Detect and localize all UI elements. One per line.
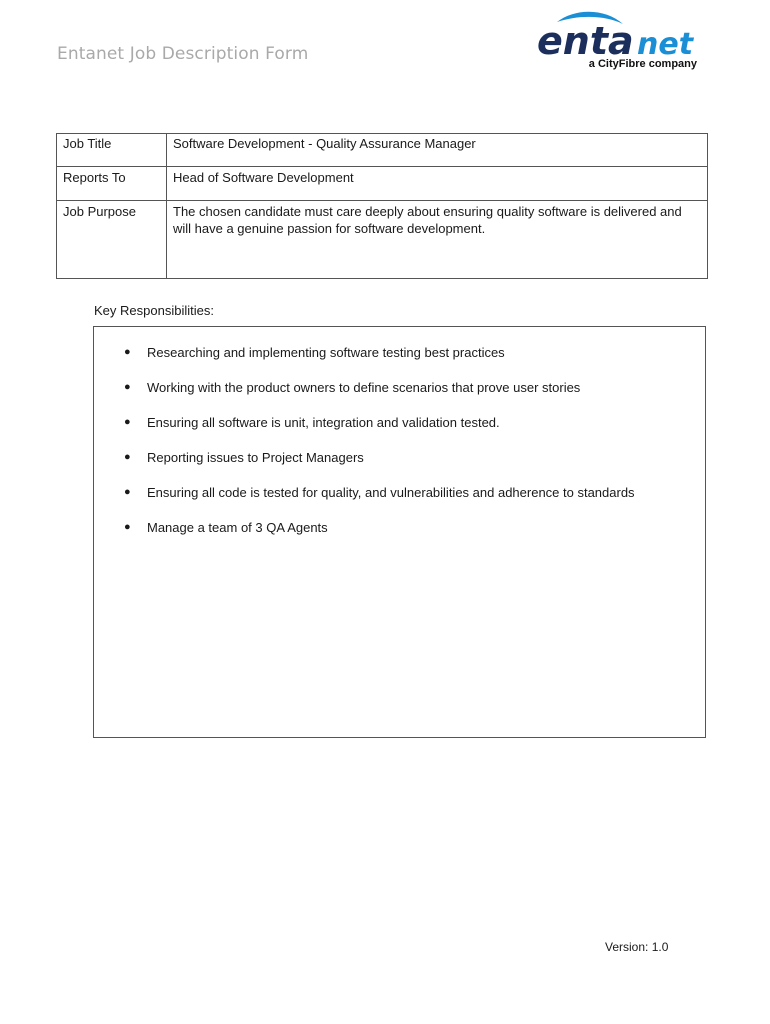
bullet-icon: ● — [124, 451, 131, 463]
logo-tagline: a CityFibre company — [588, 58, 697, 70]
job-title-value: Software Development - Quality Assurance Manager — [167, 134, 708, 167]
reports-to-row — [57, 167, 708, 201]
version-label: Version: 1.0 — [605, 940, 669, 954]
bullet-icon: ● — [124, 486, 131, 498]
list-item-text: Researching and implementing software testing best practices — [147, 345, 505, 360]
list-item-text: Reporting issues to Project Managers — [147, 450, 364, 465]
list-item-text: Ensuring all software is unit, integration and validation tested. — [147, 415, 500, 430]
logo-wordmark-main: enta — [537, 19, 634, 60]
list-item — [94, 414, 705, 431]
form-title: Entanet Job Description Form — [57, 44, 309, 64]
list-item — [94, 449, 705, 466]
list-item-text: Working with the product owners to define scenarios that prove user stories — [147, 380, 581, 395]
list-item — [94, 379, 705, 396]
list-item — [94, 484, 705, 501]
reports-to-value: Head of Software Development — [167, 167, 708, 201]
bullet-icon: ● — [124, 521, 131, 533]
job-title-row — [57, 134, 708, 167]
list-item — [94, 519, 705, 536]
key-responsibilities-heading: Key Responsibilities: — [94, 303, 214, 318]
job-purpose-value: The chosen candidate must care deeply about ensuring quality software is delivered and will have a genuine passion for software development. — [167, 201, 708, 279]
job-info-table — [56, 133, 708, 279]
job-purpose-label: Job Purpose — [57, 201, 167, 279]
responsibilities-box — [93, 326, 706, 738]
entanet-logo — [535, 10, 705, 74]
job-purpose-row — [57, 201, 708, 279]
responsibilities-list — [94, 327, 705, 536]
bullet-icon: ● — [124, 416, 131, 428]
logo-wordmark-accent: net — [637, 27, 694, 60]
bullet-icon: ● — [124, 346, 131, 358]
reports-to-label: Reports To — [57, 167, 167, 201]
bullet-icon: ● — [124, 381, 131, 393]
list-item-text: Manage a team of 3 QA Agents — [147, 520, 328, 535]
job-title-label: Job Title — [57, 134, 167, 167]
list-item — [94, 344, 705, 361]
logo-graphic — [535, 10, 705, 60]
list-item-text: Ensuring all code is tested for quality, and vulnerabilities and adherence to standards — [147, 485, 635, 500]
